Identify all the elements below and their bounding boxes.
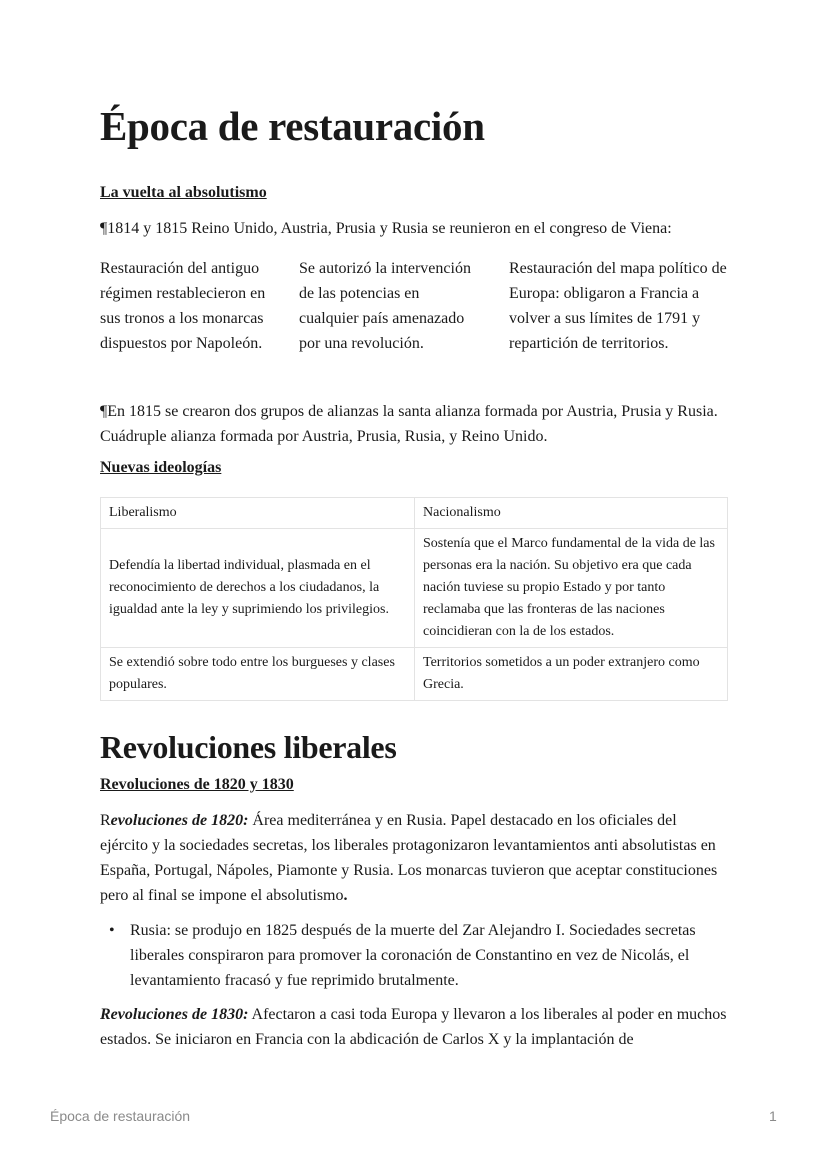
list-item (100, 918, 740, 993)
ideologies-table (100, 497, 728, 701)
bullet-list (100, 918, 740, 993)
paragraph-alianzas: ¶En 1815 se crearon dos grupos de alianzas la santa alianza formada por Austria, Prusia y Rusia. Cuádruple alianza formada por Austria, Prusia, Rusia, y Reino Unido. (100, 403, 718, 445)
label-revoluciones-1820: evoluciones de 1820: (110, 812, 249, 829)
subheading-revoluciones-1820-1830: Revoluciones de 1820 y 1830 (100, 776, 294, 793)
column-restauracion-regimen: Restauración del antiguo régimen restablecieron en sus tronos a los monarcas dispuestos por Napoleón. (100, 260, 266, 352)
subheading-absolutismo: La vuelta al absolutismo (100, 184, 267, 201)
text-revoluciones-1830: Afectaron a casi toda Europa y llevaron a los liberales al poder en muchos estados. Se iniciaron en Francia con la abdicación de Carlos X y la implantación de (100, 1006, 727, 1048)
text-revoluciones-1820: Área mediterránea y en Rusia. Papel destacado en los oficiales del ejército y la sociedades secretas, los liberales protagonizaron levantamientos anti absolutistas en España, Portugal, Nápoles, Piamonte y Rusia. Los monarcas tuvieron que aceptar constituciones pero al final se impone el absolutismo (100, 812, 718, 904)
table-header-cell: Liberalismo (101, 498, 415, 529)
section-title: Época de restauración (100, 103, 485, 149)
paragraph-congreso-viena: ¶1814 y 1815 Reino Unido, Austria, Prusia y Rusia se reunieron en el congreso de Viena: (100, 220, 672, 237)
table-cell: Territorios sometidos a un poder extranjero como Grecia. (415, 648, 728, 701)
paragraph-revoluciones-1830 (100, 1002, 728, 1052)
initial-letter: R (100, 812, 111, 829)
footer-title: Época de restauración (50, 1108, 191, 1124)
section-title-revoluciones: Revoluciones liberales (100, 729, 397, 765)
page-number: 1 (769, 1108, 777, 1124)
table-cell: Sostenía que el Marco fundamental de la vida de las personas era la nación. Su objetivo era que cada nación tuviese su propio Estado y por tanto reclamaba que las fronteras de las naciones coincidieran con la de los estados. (415, 529, 728, 648)
table-cell: Defendía la libertad individual, plasmada en el reconocimiento de derechos a los ciudadanos, la igualdad ante la ley y suprimiendo los privilegios. (101, 529, 415, 648)
label-revoluciones-1830: Revoluciones de 1830: (100, 1006, 249, 1023)
final-period: . (343, 887, 348, 904)
table-row (101, 648, 728, 701)
subheading-ideologias: Nuevas ideologías (100, 459, 222, 476)
paragraph-revoluciones-1820 (100, 808, 728, 908)
table-header-row (101, 498, 728, 529)
bullet-marker: • (109, 922, 115, 939)
column-intervencion: Se autorizó la intervención de las potencias en cualquier país amenazado por una revolución. (299, 260, 471, 352)
table-row (101, 529, 728, 648)
table-cell: Se extendió sobre todo entre los burgueses y clases populares. (101, 648, 415, 701)
table-header-cell: Nacionalismo (415, 498, 728, 529)
column-mapa-politico: Restauración del mapa político de Europa: obligaron a Francia a volver a sus límites de 1791 y repartición de territorios. (509, 260, 727, 352)
bullet-text-rusia: Rusia: se produjo en 1825 después de la muerte del Zar Alejandro I. Sociedades secretas liberales conspiraron para promover la coronación de Constantino en vez de Nicolás, el levantamiento fracasó y fue reprimido brutalmente. (130, 922, 696, 989)
